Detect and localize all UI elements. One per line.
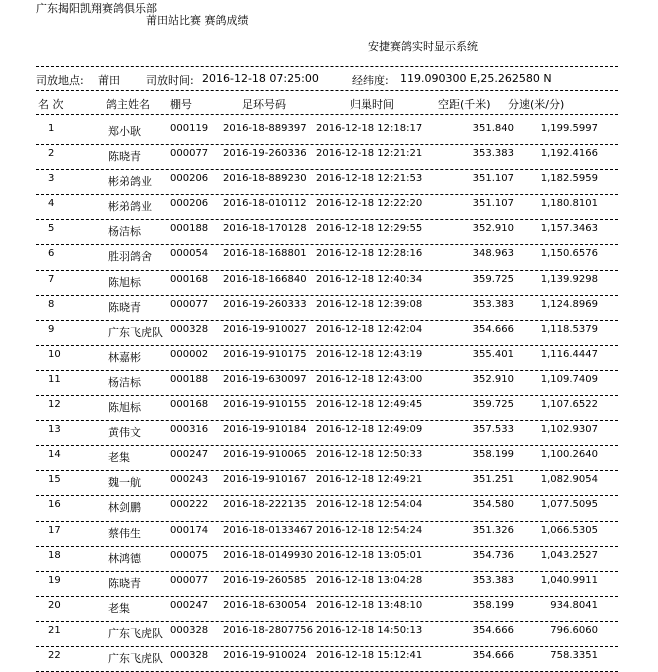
ring-number-cell: 2016-18-0149930: [223, 549, 313, 561]
location-label: 司放地点:: [36, 74, 84, 87]
ring-number-cell: 2016-18-0133467: [223, 524, 313, 536]
rank-cell: 21: [48, 624, 61, 636]
ring-number-cell: 2016-19-260336: [223, 148, 307, 160]
owner-cell: 老集: [108, 601, 130, 615]
return-time-cell: 2016-12-18 12:40:34: [316, 273, 423, 285]
owner-cell: 林剑鹏: [108, 501, 141, 515]
return-time-cell: 2016-12-18 14:50:13: [316, 624, 423, 636]
table-row: [36, 271, 618, 296]
distance-cell: 354.666: [472, 624, 514, 636]
distance-cell: 348.963: [472, 248, 514, 260]
owner-cell: 黄伟文: [108, 426, 141, 440]
ring-number-cell: 2016-18-010112: [223, 198, 307, 210]
ring-number-cell: 2016-19-910175: [223, 348, 307, 360]
owner-cell: 魏一航: [108, 476, 141, 490]
distance-cell: 354.666: [472, 649, 514, 661]
distance-cell: 357.533: [472, 424, 514, 436]
distance-cell: 355.401: [472, 348, 514, 360]
return-time-cell: 2016-12-18 12:29:55: [316, 223, 423, 235]
distance-cell: 359.725: [472, 273, 514, 285]
table-row: [36, 145, 618, 170]
ring-cell: 000188: [170, 223, 209, 235]
ring-number-cell: 2016-19-260585: [223, 574, 307, 586]
table-row: [36, 321, 618, 346]
rank-cell: 12: [48, 399, 61, 411]
rank-cell: 19: [48, 574, 61, 586]
owner-cell: 林嘉彬: [108, 350, 141, 364]
col-dist: 空距(千米): [438, 98, 491, 111]
results-table: [36, 120, 618, 672]
return-time-cell: 2016-12-18 12:39:08: [316, 298, 423, 310]
return-time-cell: 2016-12-18 12:49:09: [316, 424, 423, 436]
speed-cell: 1,082.9054: [540, 474, 598, 486]
speed-cell: 1,100.2640: [540, 449, 598, 461]
owner-cell: 蔡伟生: [108, 526, 141, 540]
ring-number-cell: 2016-19-910024: [223, 649, 307, 661]
table-row: [36, 371, 618, 396]
ring-number-cell: 2016-19-910184: [223, 424, 307, 436]
coords-value: 119.090300 E,25.262580 N: [400, 72, 552, 85]
ring-number-cell: 2016-19-630097: [223, 373, 307, 385]
return-time-cell: 2016-12-18 12:54:24: [316, 524, 423, 536]
distance-cell: 353.383: [472, 148, 514, 160]
col-speed: 分速(米/分): [508, 98, 565, 111]
rank-cell: 3: [48, 173, 55, 185]
return-time-cell: 2016-12-18 15:12:41: [316, 649, 423, 661]
col-ring: 棚号: [170, 98, 192, 111]
distance-cell: 353.383: [472, 574, 514, 586]
owner-cell: 老集: [108, 451, 130, 465]
ring-number-cell: 2016-18-630054: [223, 599, 307, 611]
distance-cell: 351.251: [472, 474, 514, 486]
distance-cell: 351.107: [472, 173, 514, 185]
ring-number-cell: 2016-18-2807756: [223, 624, 313, 636]
ring-cell: 000206: [170, 173, 209, 185]
ring-number-cell: 2016-18-889230: [223, 173, 307, 185]
release-time-label: 司放时间:: [146, 74, 194, 87]
ring-number-cell: 2016-18-166840: [223, 273, 307, 285]
ring-number-cell: 2016-18-168801: [223, 248, 307, 260]
distance-cell: 353.383: [472, 298, 514, 310]
distance-cell: 352.910: [472, 373, 514, 385]
rank-cell: 11: [48, 373, 61, 385]
ring-cell: 000077: [170, 298, 209, 310]
owner-cell: 陈旭标: [108, 275, 141, 289]
ring-cell: 000243: [170, 474, 209, 486]
ring-cell: 000077: [170, 574, 209, 586]
system-name: 安捷赛鸽实时显示系统: [368, 40, 478, 53]
rank-cell: 4: [48, 198, 55, 210]
owner-cell: 广东飞虎队: [108, 626, 163, 640]
rank-cell: 13: [48, 424, 61, 436]
ring-cell: 000054: [170, 248, 209, 260]
speed-cell: 1,124.8969: [540, 298, 598, 310]
return-time-cell: 2016-12-18 12:54:04: [316, 499, 423, 511]
return-time-cell: 2016-12-18 13:04:28: [316, 574, 423, 586]
table-row: [36, 471, 618, 496]
location-value: 莆田: [98, 74, 120, 87]
speed-cell: 1,192.4166: [540, 148, 598, 160]
speed-cell: 1,157.3463: [540, 223, 598, 235]
col-owner: 鸽主姓名: [106, 98, 150, 111]
ring-cell: 000328: [170, 649, 209, 661]
speed-cell: 1,043.2527: [540, 549, 598, 561]
table-row: [36, 572, 618, 597]
return-time-cell: 2016-12-18 12:50:33: [316, 449, 423, 461]
table-row: [36, 120, 618, 145]
rank-cell: 7: [48, 273, 55, 285]
table-row: [36, 622, 618, 647]
speed-cell: 1,102.9307: [540, 424, 598, 436]
speed-cell: 1,182.5959: [540, 173, 598, 185]
ring-number-cell: 2016-19-910155: [223, 399, 307, 411]
distance-cell: 354.736: [472, 549, 514, 561]
table-row: [36, 597, 618, 622]
speed-cell: 1,150.6576: [540, 248, 598, 260]
rank-cell: 8: [48, 298, 55, 310]
distance-cell: 351.840: [472, 123, 514, 134]
speed-cell: 796.6060: [550, 624, 598, 636]
ring-number-cell: 2016-19-910167: [223, 474, 307, 486]
table-row: [36, 496, 618, 521]
ring-cell: 000168: [170, 399, 209, 411]
table-row: [36, 220, 618, 245]
rank-cell: 6: [48, 248, 55, 260]
table-row: [36, 547, 618, 572]
table-row: [36, 296, 618, 321]
owner-cell: 陈晓青: [108, 300, 141, 314]
rank-cell: 20: [48, 599, 61, 611]
table-row: [36, 396, 618, 421]
speed-cell: 1,199.5997: [540, 123, 598, 134]
speed-cell: 1,180.8101: [540, 198, 598, 210]
ring-number-cell: 2016-18-222135: [223, 499, 307, 511]
ring-cell: 000247: [170, 599, 209, 611]
rank-cell: 14: [48, 449, 61, 461]
speed-cell: 1,139.9298: [540, 273, 598, 285]
owner-cell: 广东飞虎队: [108, 325, 163, 339]
divider-info: [36, 90, 618, 91]
return-time-cell: 2016-12-18 12:49:45: [316, 399, 423, 411]
table-row: [36, 245, 618, 270]
ring-cell: 000316: [170, 424, 209, 436]
ring-cell: 000075: [170, 549, 209, 561]
distance-cell: 358.199: [472, 599, 514, 611]
ring-number-cell: 2016-19-910065: [223, 449, 307, 461]
owner-cell: 郑小耿: [108, 125, 141, 138]
table-row: [36, 446, 618, 471]
rank-cell: 16: [48, 499, 61, 511]
divider-header: [36, 114, 618, 115]
distance-cell: 351.107: [472, 198, 514, 210]
return-time-cell: 2016-12-18 13:05:01: [316, 549, 423, 561]
table-row: [36, 195, 618, 220]
table-row: [36, 522, 618, 547]
rank-cell: 10: [48, 348, 61, 360]
ring-number-cell: 2016-19-910027: [223, 323, 307, 335]
ring-number-cell: 2016-18-889397: [223, 123, 307, 134]
race-title: 莆田站比赛 赛鸽成绩: [146, 14, 249, 27]
ring-number-cell: 2016-19-260333: [223, 298, 307, 310]
rank-cell: 18: [48, 549, 61, 561]
ring-cell: 000328: [170, 624, 209, 636]
speed-cell: 1,109.7409: [540, 373, 598, 385]
owner-cell: 杨洁标: [108, 375, 141, 389]
speed-cell: 934.8041: [550, 599, 598, 611]
ring-cell: 000002: [170, 348, 209, 360]
owner-cell: 陈晓青: [108, 150, 141, 164]
distance-cell: 352.910: [472, 223, 514, 235]
coords-label: 经纬度:: [352, 74, 389, 87]
speed-cell: 1,116.4447: [540, 348, 598, 360]
return-time-cell: 2016-12-18 12:49:21: [316, 474, 423, 486]
ring-cell: 000328: [170, 323, 209, 335]
table-row: [36, 421, 618, 446]
ring-cell: 000247: [170, 449, 209, 461]
return-time-cell: 2016-12-18 12:18:17: [316, 123, 423, 134]
distance-cell: 354.580: [472, 499, 514, 511]
rank-cell: 5: [48, 223, 55, 235]
ring-number-cell: 2016-18-170128: [223, 223, 307, 235]
rank-cell: 22: [48, 649, 61, 661]
distance-cell: 354.666: [472, 323, 514, 335]
owner-cell: 林鸿德: [108, 551, 141, 565]
distance-cell: 359.725: [472, 399, 514, 411]
ring-cell: 000077: [170, 148, 209, 160]
ring-cell: 000174: [170, 524, 209, 536]
speed-cell: 1,118.5379: [540, 323, 598, 335]
rank-cell: 15: [48, 474, 61, 486]
ring-cell: 000206: [170, 198, 209, 210]
return-time-cell: 2016-12-18 13:48:10: [316, 599, 423, 611]
table-row: [36, 647, 618, 672]
ring-cell: 000168: [170, 273, 209, 285]
ring-cell: 000188: [170, 373, 209, 385]
return-time-cell: 2016-12-18 12:43:19: [316, 348, 423, 360]
return-time-cell: 2016-12-18 12:42:04: [316, 323, 423, 335]
col-time: 归巢时间: [350, 98, 394, 111]
col-reg: 足环号码: [242, 98, 286, 111]
return-time-cell: 2016-12-18 12:28:16: [316, 248, 423, 260]
ring-cell: 000119: [170, 123, 209, 134]
col-rank: 名 次: [38, 98, 64, 111]
speed-cell: 1,040.9911: [540, 574, 598, 586]
owner-cell: 胜羽鸽舍: [108, 250, 152, 264]
speed-cell: 758.3351: [550, 649, 598, 661]
table-row: [36, 346, 618, 371]
rank-cell: 9: [48, 323, 55, 335]
rank-cell: 1: [48, 123, 55, 134]
return-time-cell: 2016-12-18 12:21:53: [316, 173, 423, 185]
release-time-value: 2016-12-18 07:25:00: [202, 72, 319, 85]
divider-top: [36, 66, 618, 67]
club-name: 广东揭阳凯翔赛鸽俱乐部: [36, 2, 157, 15]
distance-cell: 358.199: [472, 449, 514, 461]
speed-cell: 1,107.6522: [540, 399, 598, 411]
return-time-cell: 2016-12-18 12:21:21: [316, 148, 423, 160]
owner-cell: 彬弟鸽业: [108, 175, 152, 189]
owner-cell: 陈旭标: [108, 401, 141, 415]
speed-cell: 1,077.5095: [540, 499, 598, 511]
speed-cell: 1,066.5305: [540, 524, 598, 536]
rank-cell: 2: [48, 148, 55, 160]
table-row: [36, 170, 618, 195]
owner-cell: 杨洁标: [108, 225, 141, 239]
owner-cell: 广东飞虎队: [108, 651, 163, 665]
return-time-cell: 2016-12-18 12:43:00: [316, 373, 423, 385]
rank-cell: 17: [48, 524, 61, 536]
return-time-cell: 2016-12-18 12:22:20: [316, 198, 423, 210]
distance-cell: 351.326: [472, 524, 514, 536]
owner-cell: 彬弟鸽业: [108, 200, 152, 214]
ring-cell: 000222: [170, 499, 209, 511]
owner-cell: 陈晓青: [108, 576, 141, 590]
